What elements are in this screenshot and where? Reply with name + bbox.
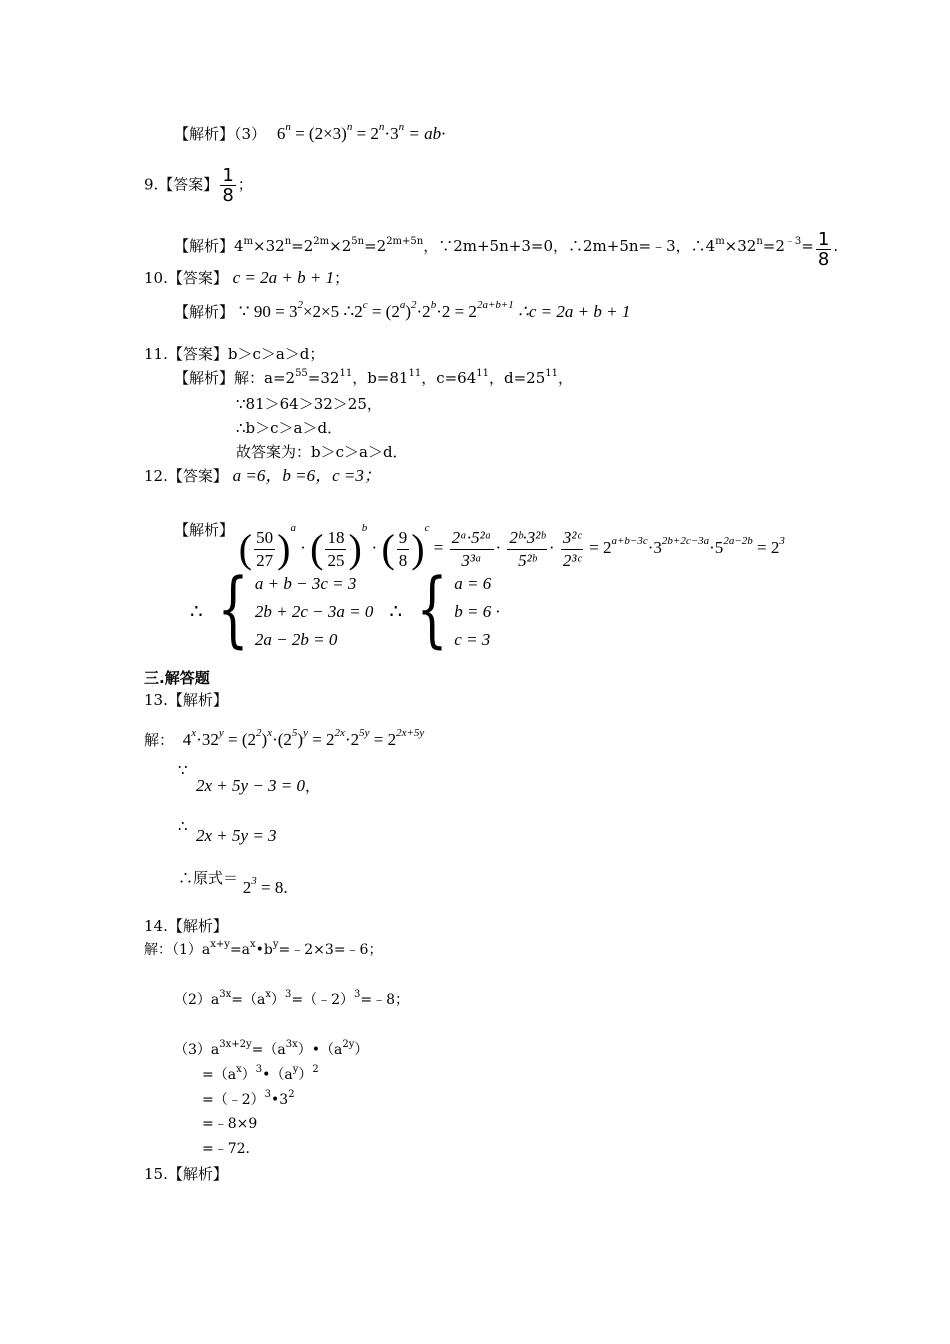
q9-answer: 9.【答案】 $\frac{1}{8}$ ；: [144, 165, 253, 206]
fraction: $\frac{1}{8}$: [817, 229, 830, 270]
q9-solution: 【解析】$4^m\times 32^n=2^{2m}\times 2^{5n}=2^{2m+5n}$，∵2m+5n+3=0，∴2m+5n=﹣3，$\therefore 4^m\times 32^n=2^{﹣3}=$ $\frac{1}{8}$ .: [174, 229, 839, 270]
q14-part1: 解：$(1)a^{x+y}=a^x•b^y=﹣2\times 3=﹣6$；: [144, 939, 383, 958]
q15-label: 15.【解析】: [144, 1165, 228, 1183]
q14-label: 14.【解析】: [144, 917, 228, 935]
q13-label: 13.【解析】: [144, 691, 228, 709]
q11-solution-line3: ∴b＞c＞a＞d．: [236, 419, 343, 437]
q13-line1: 解： $4^x\cdot 32^y = (2^2)^x\cdot(2^5)^y = 2^{2x}\cdot 2^{5y} = 2^{2x+5y}$: [144, 727, 425, 749]
q11-solution-line1: 【解析】解：$a=2^{55}=32^{11}$，$b=81^{11}$，$c=64^{11}$，$d=25^{11}$，: [174, 368, 573, 387]
equation-system-2: { a = 6 b = 6 · c = 3: [416, 562, 500, 657]
q12-solution: 【解析】 ( $\frac{50}{27}$ )$^a$ · ( $\frac{18}{25}$ )$^b$ · ( $\frac{9}{8}$ )$^c$ = $\frac{\text{2ᵃ·5²ᵃ}}{\text{3³ᵃ}}$ · $\frac{\text{2ᵇ·3²ᵇ}}{\text{5²ᵇ}}$ · $\frac{\text{3²ᶜ}}{\text{2³ᶜ}}$ = $2^{a+b-3c}\cdot 3^{2b+2c-3a}\cdot 5^{2a-2b} = 2^3$: [174, 521, 785, 572]
q8-part3-solution: [174, 121, 446, 144]
section-heading: 三.解答题: [144, 669, 210, 687]
q14-part3: $(3)a^{3x+2y}=(a^{3x})•(a^{2y})$: [174, 1039, 369, 1058]
q13-line2: 2x + 5y − 3 = 0，: [196, 776, 321, 795]
q14-step2: $=(﹣2)^3•3^2$: [202, 1089, 295, 1108]
q12-answer: 12.【答案】 a =6，b =6，c =3；: [144, 466, 381, 485]
q12-systems: ∴ { a + b − 3c = 3 2b + 2c − 3a = 0 2a − 2b = 0 ∴ { a = 6 b = 6 · c = 3: [190, 562, 500, 657]
q13-therefore: ∴: [178, 817, 188, 835]
answer-label: 9.【答案】: [144, 175, 219, 194]
q14-step3: =﹣8×9: [202, 1116, 258, 1132]
formula: $6^n = (2\times 3)^n = 2^n\cdot 3^n = ab\cdot$: [276, 121, 446, 143]
solution-label: 【解析】（3）: [174, 125, 267, 143]
q14-part2: $(2)a^{3x}=(a^x)^3=(﹣2)^3=﹣8$；: [174, 989, 410, 1008]
fraction: $\frac{1}{8}$: [222, 165, 234, 206]
q11-solution-line4: 故答案为：b＞c＞a＞d．: [236, 443, 408, 461]
q10-solution: 【解析】 ∵ $90 = 3^2\times 2\times 5$ $\therefore 2^c = (2^a)^2\cdot 2^b\cdot 2 = 2^{2a+b+1}$ ∴c = 2a + b + 1: [174, 299, 631, 321]
q13-line3: 2x + 5y = 3: [196, 826, 277, 845]
q13-because: ∵: [178, 761, 188, 779]
formula: ( $\frac{50}{27}$ )$^a$ · ( $\frac{18}{25}$ )$^b$ · ( $\frac{9}{8}$ )$^c$ = $\frac{\text{2ᵃ·5²ᵃ}}{\text{3³ᵃ}}$ · $\frac{\text{2ᵇ·3²ᵇ}}{\text{5²ᵇ}}$ · $\frac{\text{3²ᶜ}}{\text{2³ᶜ}}$ = $2^{a+b-3c}\cdot 3^{2b+2c-3a}\cdot 5^{2a-2b} = 2^3$: [238, 522, 785, 572]
equation-system-1: { a + b − 3c = 3 2b + 2c − 3a = 0 2a − 2b = 0: [217, 562, 374, 657]
q13-final: ∴原式＝ $2^3 = 8$.: [178, 869, 288, 897]
q11-solution-line2: ∵81＞64＞32＞25，: [236, 395, 382, 413]
q10-answer: 10.【答案】 c = 2a + b + 1；: [144, 268, 350, 287]
formula: ∵ $90 = 3^2\times 2\times 5$ $\therefore 2^c = (2^a)^2\cdot 2^b\cdot 2 = 2^{2a+b+1}$ ∴c = 2a + b + 1: [238, 299, 631, 321]
q14-step4: =﹣72．: [202, 1141, 260, 1157]
q11-answer: 11.【答案】b＞c＞a＞d；: [144, 345, 325, 363]
q14-step1: $=(a^x)^3•(a^y)^2$: [202, 1064, 319, 1083]
